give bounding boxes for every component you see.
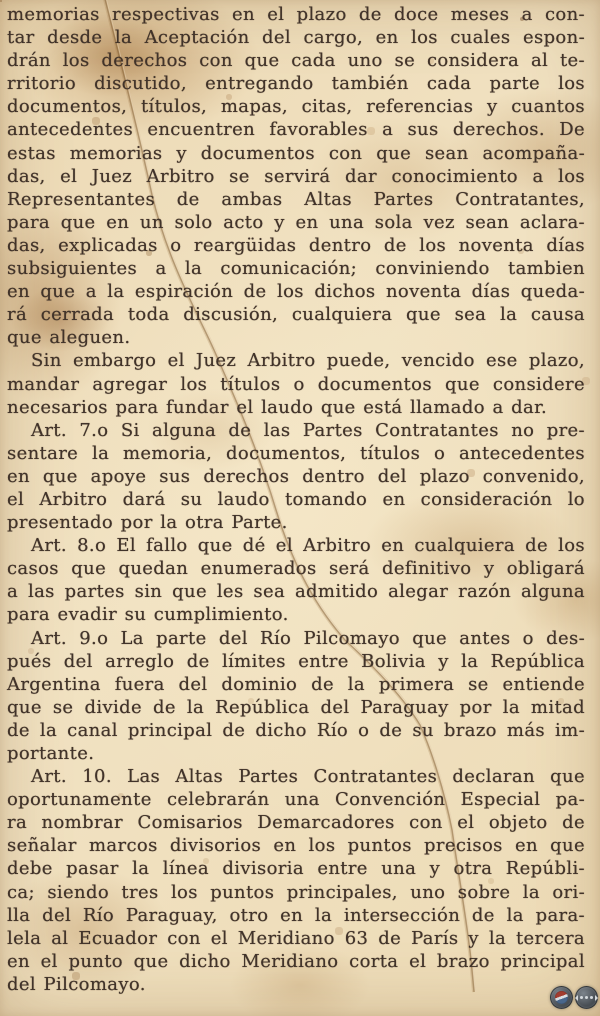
text-line: mandar agregar los títulos o documentos que considere xyxy=(7,373,585,395)
text-line: debe pasar la línea divisoria entre una y otra Repúbli- xyxy=(7,858,585,880)
text-line: portante. xyxy=(7,743,95,764)
text-line: que aleguen. xyxy=(7,327,131,349)
text-line: subsiguientes a la comunicación; conviniendo tambien xyxy=(7,258,585,280)
text-line: que se divide de la República del Paraguay por la mitad xyxy=(7,696,585,718)
text-line: el Arbitro dará su laudo tomando en consideración lo xyxy=(7,488,585,510)
text-line: Representantes de ambas Altas Partes Contratantes, xyxy=(7,188,585,210)
text-line: oportunamente celebrarán una Convención Especial pa- xyxy=(7,789,585,811)
paper-stain-speckles xyxy=(0,0,2,2)
text-line: para evadir su cumplimiento. xyxy=(7,604,289,626)
text-line: estas memorias y documentos con que sean acompaña- xyxy=(7,142,585,164)
text-line: Art. 9.o La parte del Río Pilcomayo que antes o des- xyxy=(31,627,585,649)
text-line: das, explicadas o reargüidas dentro de los noventa días xyxy=(7,234,585,256)
text-line: del Pilcomayo. xyxy=(7,973,146,995)
viewer-pan-button[interactable] xyxy=(575,986,598,1009)
text-line: documentos, títulos, mapas, citas, referencias y cuantos xyxy=(7,96,585,118)
text-line: drán los derechos con que cada uno se considera al te- xyxy=(7,50,585,72)
document-text xyxy=(7,3,585,996)
text-line: rá cerrada toda discusión, cualquiera que sea la causa xyxy=(7,304,585,326)
text-line: presentado por la otra Parte. xyxy=(7,512,288,534)
text-line: de la canal principal de dicho Río o de su brazo más im- xyxy=(7,719,585,741)
text-line: lla del Río Paraguay, otro en la intersección de la para- xyxy=(7,904,585,926)
text-line: pués del arreglo de límites entre Bolivia y la República xyxy=(7,650,585,672)
text-line: Art. 8.o El fallo que dé el Arbitro en cualquiera de los xyxy=(31,535,585,557)
text-line: a las partes sin que les sea admitido alegar razón alguna xyxy=(7,581,585,603)
text-line: memorias respectivas en el plazo de doce meses a con- xyxy=(7,4,585,25)
text-line: señalar marcos divisorios en los puntos precisos en que xyxy=(7,835,585,857)
text-line: tar desde la Aceptación del cargo, en los cuales espon- xyxy=(7,27,585,49)
text-line: en el punto que dicho Meridiano corta el brazo principal xyxy=(7,950,585,972)
globe-icon xyxy=(555,991,568,1004)
text-line: antecedentes encuentren favorables a sus derechos. De xyxy=(7,119,585,141)
text-line: en que a la espiración de los dichos noventa días queda- xyxy=(7,281,585,303)
text-line: Sin embargo el Juez Arbitro puede, vencido ese plazo, xyxy=(31,350,585,372)
text-line: casos que quedan enumerados será definitivo y obligará xyxy=(7,558,585,580)
text-line: ca; siendo tres los puntos principales, uno sobre la ori- xyxy=(7,881,585,903)
text-line: das, el Juez Arbitro se servirá dar conocimiento a los xyxy=(7,165,585,187)
viewer-controls xyxy=(550,986,598,1009)
text-line: Argentina fuera del dominio de la primera se entiende xyxy=(7,673,585,695)
text-line: rritorio discutido, entregando también cada parte los xyxy=(7,73,585,95)
text-line: ra nombrar Comisarios Demarcadores con el objeto de xyxy=(7,812,585,834)
text-line: necesarios para fundar el laudo que está llamado a dar. xyxy=(7,396,548,418)
pan-dots-icon xyxy=(575,995,598,1001)
text-line: para que en un solo acto y en una sola vez sean aclara- xyxy=(7,211,585,233)
text-line: sentare la memoria, documentos, títulos o antecedentes xyxy=(7,442,585,464)
viewer-nav-button[interactable] xyxy=(550,986,573,1009)
text-line: Art. 10. Las Altas Partes Contratantes declaran que xyxy=(31,766,585,788)
text-line: Art. 7.o Si alguna de las Partes Contratantes no pre- xyxy=(31,419,585,441)
text-line: en que apoye sus derechos dentro del plazo convenido, xyxy=(7,465,585,487)
text-line: lela al Ecuador con el Meridiano 63 de París y la tercera xyxy=(7,927,585,949)
